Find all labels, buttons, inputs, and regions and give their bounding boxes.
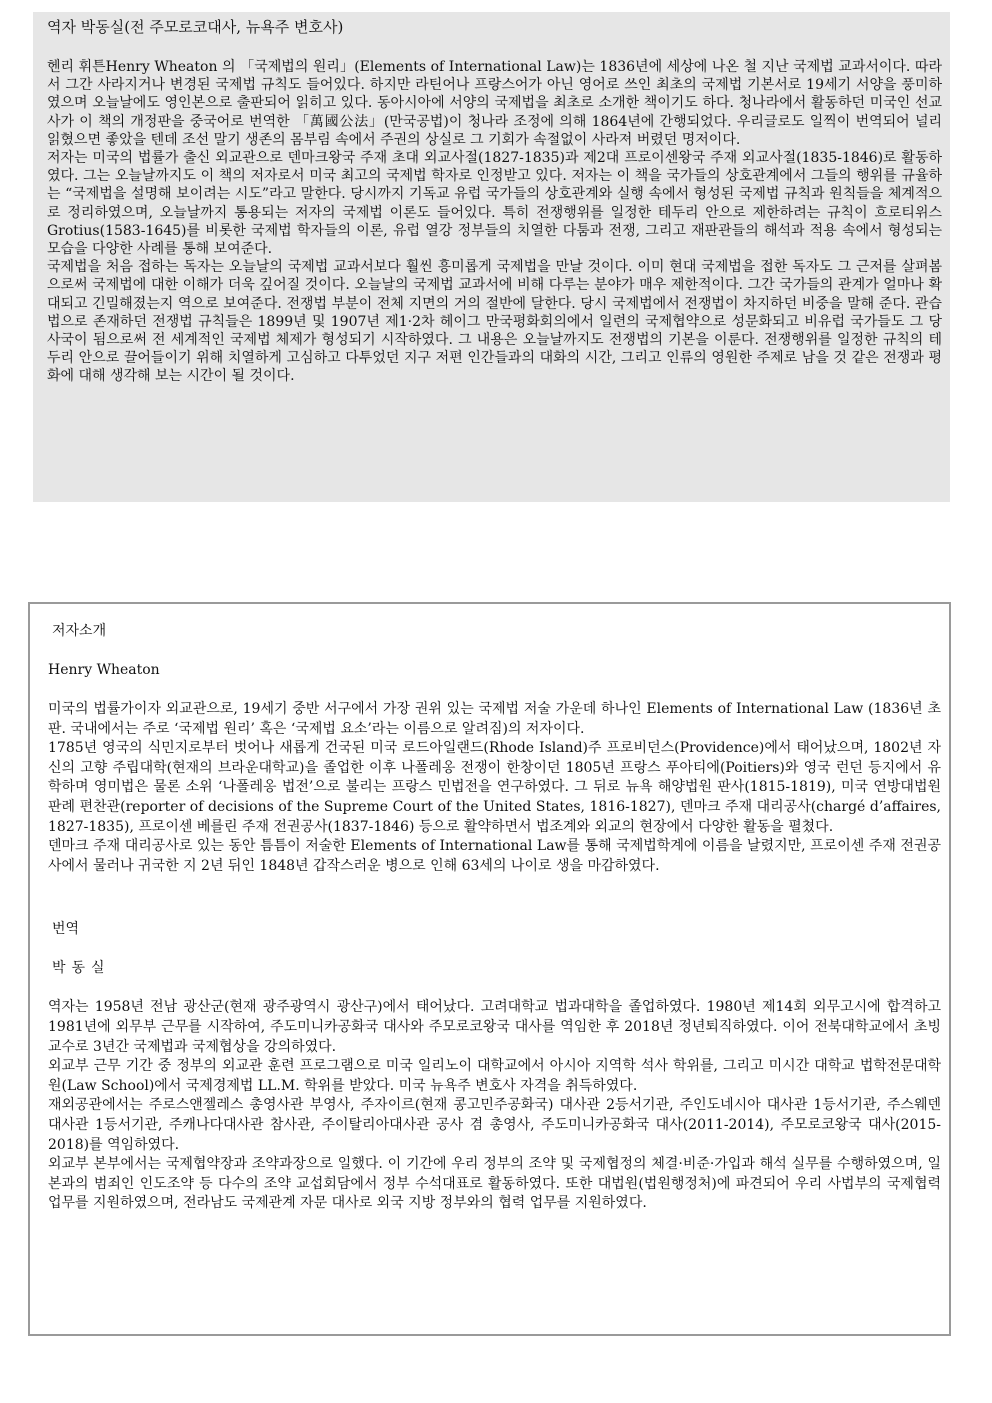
translator-paragraph: 역자는 1958년 전남 광산군(현재 광주광역시 광산구)에서 태어났다. 고려대학교 법과대학을 졸업하였다. 1980년 제14회 외무고시에 합격하고 1981년에 외무부 근무를 시작하여, 주도미니카공화국 대사와 주모로코왕국 대사를 역임한 후 2018년 정년퇴직하였다. 이어 전북대학교에서 초빙교수로 3년간 국제법과 국제협상을 강의하였다. (48, 999, 941, 1055)
translator-note-paragraph: 헨리 휘튼Henry Wheaton 의 「국제법의 원리」(Elements of International Law)는 1836년에 세상에 나온 철 지난 국제법 교과서이다. 따라서 그간 사라지거나 변경된 국제법 규칙도 들어있다. 하지만 라틴어나 프랑스어가 아닌 영어로 쓰인 최초의 국제법 기본서로 19세기 서양을 풍미하였으며 오늘날에도 영인본으로 출판되어 읽히고 있다. 동아시아에 서양의 국제법을 최초로 소개한 책이기도 하다. 청나라에서 활동하던 미국인 선교사가 이 책의 개정판을 중국어로 번역한 「萬國公法」(만국공법)이 청나라 조정에 의해 1864년에 간행되었다. 우리글로도 일찍이 번역되어 널리 읽혔으면 좋았을 텐데 조선 말기 생존의 몸부림 속에서 주권의 상실로 그 기회가 속절없이 사라져 버렸던 명저이다. (47, 59, 942, 148)
translator-note-body (47, 58, 942, 386)
translator-paragraph: 외교부 본부에서는 국제협약장과 조약과장으로 일했다. 이 기간에 우리 정부의 조약 및 국제협정의 체결·비준·가입과 해석 실무를 수행하였으며, 일본과의 범죄인 인도조약 등 다수의 조약 교섭회담에서 정부 수석대표로 활동하였다. 또한 대법원(법원행정처)에 파견되어 우리 사법부의 국제협력 업무를 지원하였으며, 전라남도 국제관계 자문 대사로 외국 지방 정부와의 협력 업무를 지원하였다. (48, 1156, 941, 1212)
profile-box (28, 602, 951, 1336)
translator-paragraph: 외교부 근무 기간 중 정부의 외교관 훈련 프로그램으로 미국 일리노이 대학교에서 아시아 지역학 석사 학위를, 그리고 미시간 대학교 법학전문대학원(Law School)에서 국제경제법 LL.M. 학위를 받았다. 미국 뉴욕주 변호사 자격을 취득하였다. (48, 1058, 941, 1094)
section-spacer (48, 876, 941, 920)
author-paragraph: 미국의 법률가이자 외교관으로, 19세기 중반 서구에서 가장 권위 있는 국제법 저술 가운데 하나인 Elements of International Law (1836년 초판. 국내에서는 주로 ‘국제법 원리’ 혹은 ‘국제법 요소’라는 이름으로 알려짐)의 저자이다. (48, 701, 941, 737)
translator-note-box (33, 12, 950, 502)
author-name: Henry Wheaton (48, 662, 160, 678)
translator-heading: 번역 (52, 921, 80, 938)
author-paragraph: 덴마크 주재 대리공사로 있는 동안 틈틈이 저술한 Elements of International Law를 통해 국제법학계에 이름을 날렸지만, 프로이센 주재 전권공사에서 물러나 귀국한 지 2년 뒤인 1848년 갑작스러운 병으로 인해 63세의 나이로 생을 마감하였다. (48, 838, 941, 874)
translator-note-title: 역자 박동실(전 주모로코대사, 뉴욕주 변호사) (47, 18, 344, 36)
author-heading: 저자소개 (52, 623, 107, 639)
author-paragraph: 1785년 영국의 식민지로부터 벗어나 새롭게 건국된 미국 로드아일랜드(Rhode Island)주 프로비던스(Providence)에서 태어났으며, 1802년 자신의 고향 주립대학(현재의 브라운대학교)을 졸업한 이후 나폴레옹 전쟁이 한창이던 1805년 프랑스 푸아티에(Poitiers)와 영국 런던 등지에서 유학하며 영미법은 물론 소위 ‘나폴레옹 법전’으로 불리는 프랑스 민법전을 연구하였다. 그 뒤로 뉴욕 해양법원 판사(1815-1819), 미국 연방대법원 판례 편찬관(reporter of decisions of the Supreme Court of the United States, 1816-1827), 덴마크 주재 대리공사(chargé d’affaires, 1827-1835), 프로이센 베를린 주재 전권공사(1837-1846) 등으로 활약하면서 법조계와 외교의 현장에서 다양한 활동을 펼쳤다. (48, 740, 941, 835)
translator-note-paragraph: 국제법을 처음 접하는 독자는 오늘날의 국제법 교과서보다 훨씬 흥미롭게 국제법을 만날 것이다. 이미 현대 국제법을 접한 독자도 그 근저를 살펴봄으로써 국제법에 대한 이해가 더욱 깊어질 것이다. 오늘날의 국제법 교과서에 비해 다루는 분야가 매우 제한적이다. 그간 국가들의 관계가 얼마나 확대되고 긴밀해졌는지 역으로 보여준다. 전쟁법 부분이 전체 지면의 거의 절반에 달한다. 당시 국제법에서 전쟁법이 차지하던 비중을 말해 준다. 관습법으로 존재하던 전쟁법 규칙들은 1899년 및 1907년 제1·2차 헤이그 만국평화회의에서 일련의 국제협약으로 성문화되고 비유럽 국가들도 그 당사국이 됨으로써 전 세계적인 국제법 체제가 형성되기 시작하였다. 그 내용은 오늘날까지도 전쟁법의 기본을 이룬다. 전쟁행위를 일정한 규칙의 테두리 안으로 끌어들이기 위해 치열하게 고심하고 다투었던 지구 저편 인간들과의 대화의 시간, 그리고 인류의 영원한 주제로 남을 것 같은 전쟁과 평화에 대해 생각해 보는 시간이 될 것이다. (47, 259, 942, 385)
translator-note-paragraph: 저자는 미국의 법률가 출신 외교관으로 덴마크왕국 주재 초대 외교사절(1827-1835)과 제2대 프로이센왕국 주재 외교사절(1835-1846)로 활동하였다. 그는 오늘날까지도 이 책의 저자로서 미국 최고의 국제법 학자로 인정받고 있다. 저자는 이 책을 국가들의 상호관계에서 그들의 행위를 규율하는 “국제법을 설명해 보이려는 시도”라고 말한다. 당시까지 기독교 유럽 국가들의 상호관계와 실행 속에서 형성된 국제법 규칙과 원칙들을 체계적으로 정리하였으며, 오늘날까지 통용되는 저자의 국제법 이론도 들어있다. 특히 전쟁행위를 일정한 테두리 안으로 제한하려는 규칙이 흐로티위스 Grotius(1583-1645)를 비롯한 국제법 학자들의 이론, 유럽 열강 정부들의 치열한 다툼과 전쟁, 그리고 재판관들의 해석과 적용 속에서 형성되는 모습을 다양한 사례를 통해 보여준다. (47, 150, 942, 258)
translator-name: 박동실 (52, 960, 111, 977)
translator-paragraph: 재외공관에서는 주로스앤젤레스 총영사관 부영사, 주자이르(현재 콩고민주공화국) 대사관 2등서기관, 주인도네시아 대사관 1등서기관, 주스웨덴 대사관 1등서기관, 주캐나다대사관 참사관, 주이탈리아대사관 공사 겸 총영사, 주도미니카공화국 대사(2011-2014), 주모로코왕국 대사(2015-2018)를 역임하였다. (48, 1097, 941, 1153)
